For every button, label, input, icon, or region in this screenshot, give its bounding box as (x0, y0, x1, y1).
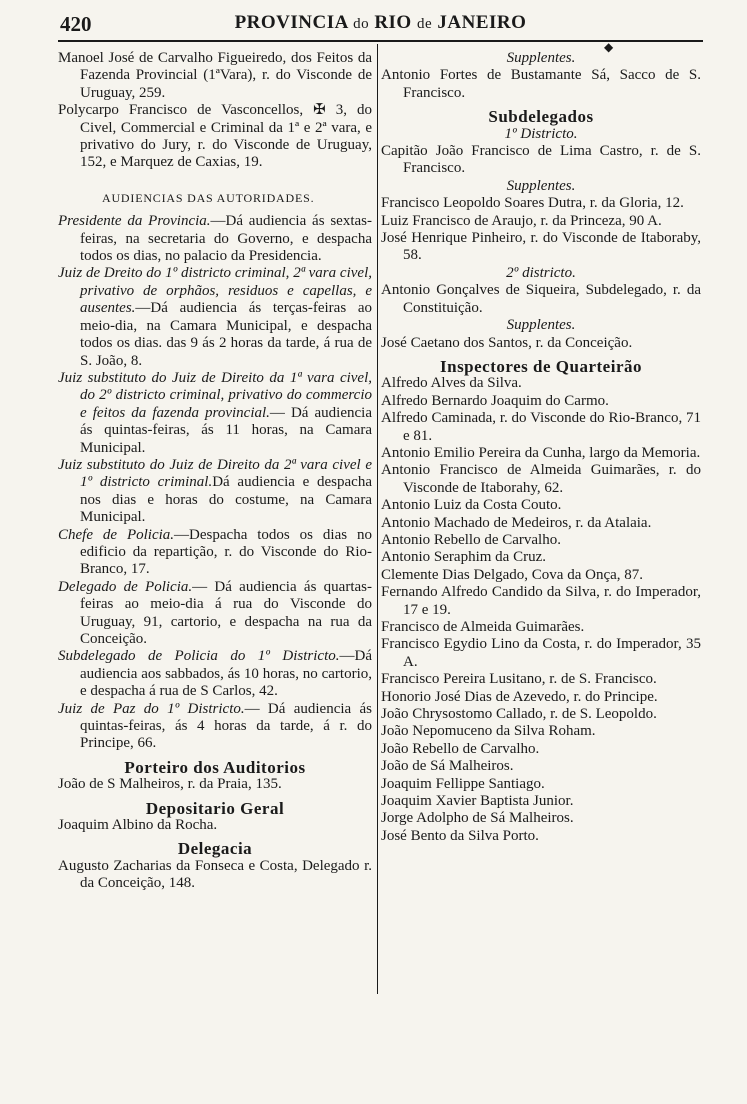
entry-text: Jorge Adolpho de Sá Malheiros. (381, 810, 574, 827)
directory-entry (58, 858, 372, 893)
entry-text: Alfredo Caminada, r. do Visconde do Rio-Branco, 71 e 81. (381, 410, 701, 444)
left-column (58, 50, 372, 893)
directory-entry (381, 671, 701, 688)
directory-entry (381, 689, 701, 706)
directory-entry (381, 549, 701, 566)
entry-text: Antonio Machado de Medeiros, r. da Atalaia. (381, 514, 652, 531)
directory-entry (58, 579, 372, 649)
entry-title: Juiz de Dreito do 1º districto criminal, 2ª vara civel, privativo de orphãos, residuos e capellas, e ausentes. (58, 265, 372, 317)
directory-entry (58, 527, 372, 579)
directory-entry (381, 776, 701, 793)
column-divider (377, 44, 378, 994)
entry-text: Capitão João Francisco de Lima Castro, r. de S. Francisco. (381, 143, 701, 177)
entry-text: — Dá audiencia ás quintas-feiras, ás 11 horas, na Camara Municipal. (80, 404, 372, 456)
directory-entry (381, 636, 701, 671)
directory-entry (381, 828, 701, 845)
entry-text: —Despacha todos os dias no edificio da repartição, r. do Visconde do Rio-Branco, 17. (80, 526, 372, 578)
entry-text: —Dá audiencia ás terças-feiras ao meio-dia, na Camara Municipal, e despacha todos os dias. das 9 ás 2 horas da tarde, á rua de S. João, 8. (80, 300, 372, 369)
subsection-label: 2º districto. (506, 264, 576, 281)
entry-text: Joaquim Albino da Rocha. (58, 817, 218, 834)
entry-text: João Rebello de Carvalho. (381, 740, 540, 757)
directory-entry (381, 741, 701, 758)
subsection-label: Supplentes. (506, 317, 576, 334)
section-heading: Porteiro dos Auditorios (124, 757, 306, 777)
entry-text: — Dá audiencia ás quartas-feiras ao meio-dia á rua do Visconde do Uruguay, 91, cartorio, e despacha na rua da Conceição. (80, 578, 372, 647)
directory-entry (381, 393, 701, 410)
entry-text: Luiz Francisco de Araujo, r. da Princeza, 90 A. (381, 212, 662, 229)
directory-entry (58, 213, 372, 265)
entry-text: — Dá audiencia ás quintas-feiras, ás 4 horas da tarde, á r. do Principe, 66. (80, 700, 372, 752)
directory-entry (381, 515, 701, 532)
entry-text: Fernando Alfredo Candido da Silva, r. do Imperador, 17 e 19. (381, 584, 701, 618)
entry-title: Chefe de Policia. (58, 526, 175, 543)
entry-text: José Bento da Silva Porto. (381, 827, 539, 844)
page-number: 420 (60, 12, 92, 36)
section-heading: Inspectores de Quarteirão (440, 356, 642, 376)
entry-text: Antonio Rebello de Carvalho. (381, 531, 561, 548)
entry-text: José Caetano dos Santos, r. da Conceição. (381, 334, 633, 351)
directory-entry (381, 195, 701, 212)
entry-title: Delegado de Policia. (58, 578, 193, 595)
entry-text: Clemente Dias Delgado, Cova da Onça, 87. (381, 566, 644, 583)
directory-entry (381, 445, 701, 462)
directory-entry (58, 50, 372, 102)
entry-text: Dá audiencia e despacha nos dias e horas do costume, na Camara Municipal. (80, 474, 372, 526)
directory-entry (381, 793, 701, 810)
diamond-icon: ◆ (604, 40, 614, 54)
directory-entry (381, 810, 701, 827)
directory-entry (58, 817, 372, 834)
entry-text: Joaquim Xavier Baptista Junior. (381, 793, 574, 810)
directory-entry (381, 230, 701, 265)
directory-entry (381, 584, 701, 619)
directory-entry (381, 532, 701, 549)
directory-entry (381, 619, 701, 636)
entry-text: Augusto Zacharias da Fonseca e Costa, Delegado r. da Conceição, 148. (58, 857, 372, 892)
entry-title: Juiz substituto do Juiz de Direito da 2ª vara civel e 1º districto criminal. (58, 456, 372, 491)
page-title: PROVINCIA do RIO de JANEIRO (234, 12, 527, 33)
entry-text: Antonio Seraphim da Cruz. (381, 549, 546, 566)
directory-entry (58, 370, 372, 457)
entry-text: Joaquim Fellippe Santiago. (381, 775, 545, 792)
subsection-label: 1º Districto. (504, 125, 578, 142)
entry-text: Francisco Pereira Lusitano, r. de S. Francisco. (381, 671, 657, 688)
entry-text: Alfredo Alves da Silva. (381, 375, 522, 392)
entry-title: Juiz de Paz do 1º Districto. (58, 700, 245, 717)
page-header (58, 12, 703, 38)
directory-entry (58, 648, 372, 700)
entry-text: —Dá audiencia ás sextas-feiras, na secretaria do Governo, e despacha todos os dias, no palacio da Presidencia. (80, 213, 372, 265)
entry-text: Manoel José de Carvalho Figueiredo, dos Feitos da Fazenda Provincial (1ªVara), r. do Visconde de Uruguay, 259. (58, 50, 372, 101)
directory-entry (381, 335, 701, 352)
entry-text: Antonio Emilio Pereira da Cunha, largo da Memoria. (381, 444, 701, 461)
entry-text: Antonio Luiz da Costa Couto. (381, 497, 562, 514)
entry-text: João de Sá Malheiros. (381, 758, 514, 775)
directory-entry (58, 776, 372, 793)
entry-text: —Dá audiencia aos sabbados, ás 10 horas, no cartorio, e despacha á rua de S Carlos, 42. (80, 648, 372, 700)
entry-text: Francisco de Almeida Guimarães. (381, 619, 585, 635)
directory-entry (58, 701, 372, 753)
directory-entry (381, 375, 701, 392)
section-heading: Subdelegados (488, 107, 594, 127)
entry-text: Alfredo Bernardo Joaquim do Carmo. (381, 392, 609, 409)
directory-entry (381, 213, 701, 230)
entry-text: Francisco Leopoldo Soares Dutra, r. da Gloria, 12. (381, 195, 684, 212)
entry-text: João de S Malheiros, r. da Praia, 135. (58, 776, 282, 793)
right-column (381, 50, 701, 845)
subsection-label: Supplentes. (506, 50, 576, 66)
section-heading: Depositario Geral (145, 798, 285, 818)
entry-title: Juiz substituto do Juiz de Direito da 1ª vara civel, do 2º districto criminal, privativo do commercio e feitos da fazenda provincial. (58, 369, 372, 421)
directory-entry (381, 410, 701, 445)
entry-text: Antonio Francisco de Almeida Guimarães, r. do Visconde de Itaborahy, 62. (381, 462, 701, 496)
entry-text: João Chrysostomo Callado, r. de S. Leopoldo. (381, 706, 657, 723)
entry-text: Francisco Egydio Lino da Costa, r. do Imperador, 35 A. (381, 636, 701, 670)
directory-entry (381, 567, 701, 584)
directory-entry (381, 67, 701, 102)
directory-entry (381, 462, 701, 497)
directory-entry (381, 723, 701, 740)
section-heading: Delegacia (177, 839, 253, 859)
section-caption: AUDIENCIAS DAS AUTORIDADES. (102, 190, 315, 205)
entry-text: João Nepomuceno da Silva Roham. (381, 723, 596, 740)
directory-entry (381, 497, 701, 514)
entry-title: Presidente da Provincia. (58, 213, 211, 230)
entry-text: Polycarpo Francisco de Vasconcellos, ✠ 3, do Civel, Commercial e Criminal da 1ª e 2ª vara, e privativo do Jury, r. do Visconde de Uruguay, 152, e Marquez de Caxias, 19. (58, 102, 372, 171)
directory-entry (58, 265, 372, 369)
directory-entry (58, 457, 372, 527)
entry-text: Antonio Fortes de Bustamante Sá, Sacco de S. Francisco. (381, 67, 701, 101)
directory-entry (381, 282, 701, 317)
directory-entry (381, 758, 701, 775)
entry-text: José Henrique Pinheiro, r. do Visconde de Itaboraby, 58. (381, 230, 701, 264)
entry-text: Antonio Gonçalves de Siqueira, Subdelegado, r. da Constituição. (381, 282, 701, 316)
subsection-label: Supplentes. (506, 177, 576, 194)
entry-text: Honorio José Dias de Azevedo, r. do Principe. (381, 688, 658, 705)
directory-entry (381, 143, 701, 178)
directory-entry (381, 706, 701, 723)
entry-title: Subdelegado de Policia do 1º Districto. (58, 648, 340, 665)
directory-entry (58, 102, 372, 172)
